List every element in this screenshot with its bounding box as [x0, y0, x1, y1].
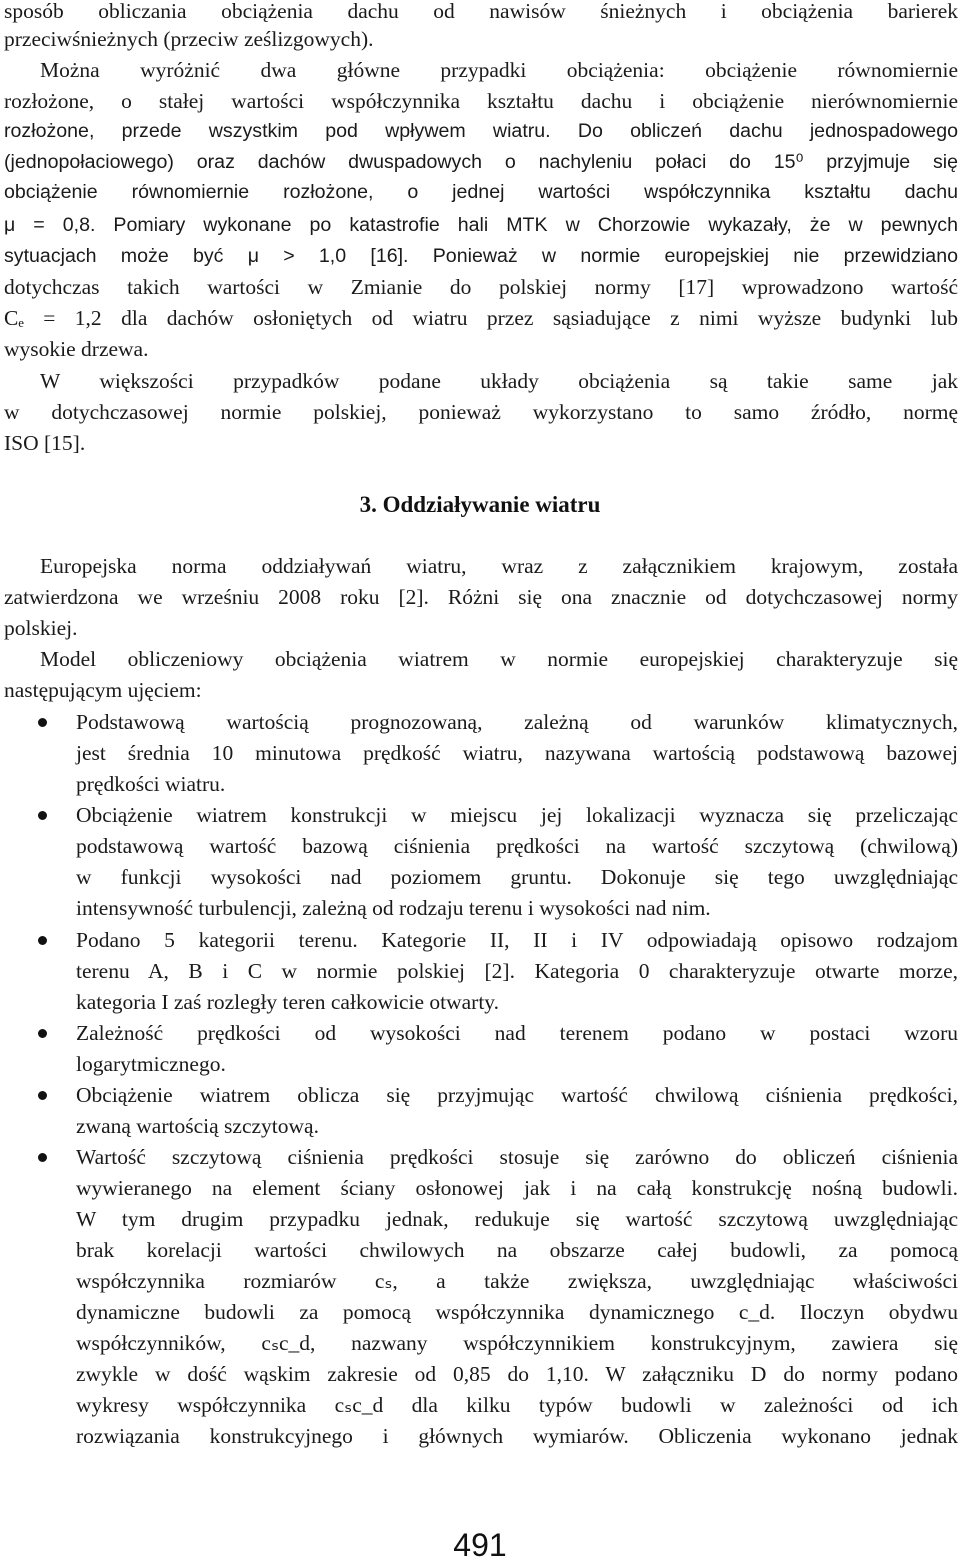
text-line: obciążenie równomiernie rozłożone, o jednej wartości współczynnika kształtu dachu [4, 181, 958, 203]
list-item-line: Podstawową wartością prognozowaną, zależną od warunków klimatycznych, [76, 710, 958, 734]
list-item-line: współczynnika rozmiarów cₛ, a także zwiększa, uwzględniając właściwości [76, 1269, 958, 1293]
text-line: następującym ujęciem: [4, 678, 202, 702]
bullet-icon [38, 1091, 47, 1100]
page-number: 491 [453, 1527, 507, 1563]
text-line: wysokie drzewa. [4, 337, 149, 361]
text-line: sposób obliczania obciążenia dachu od nawisów śnieżnych i obciążenia barierek [4, 0, 958, 23]
list-item-line: terenu A, B i C w normie polskiej [2]. Kategoria 0 charakteryzuje otwarte morze, [76, 959, 958, 983]
list-item-line: jest średnia 10 minutowa prędkość wiatru, nazywana wartością podstawową bazowej [76, 741, 958, 765]
text-line: W większości przypadków podane układy obciążenia są takie same jak [40, 369, 958, 393]
bullet-icon [38, 1029, 47, 1038]
text-line: Można wyróżnić dwa główne przypadki obciążenia: obciążenie równomiernie [40, 58, 958, 82]
text-line: (jednopołaciowego) oraz dachów dwuspadowych o nachyleniu połaci do 15⁰ przyjmuje się [4, 151, 958, 173]
list-item-line: zwaną wartością szczytową. [76, 1114, 319, 1138]
text-line: Model obliczeniowy obciążenia wiatrem w normie europejskiej charakteryzuje się [40, 647, 958, 671]
bullet-icon [38, 1153, 47, 1162]
list-item-line: Zależność prędkości od wysokości nad terenem podano w postaci wzoru [76, 1021, 958, 1045]
text-line: w dotychczasowej normie polskiej, ponieważ wykorzystano to samo źródło, normę [4, 400, 958, 424]
list-item-line: intensywność turbulencji, zależną od rodzaju terenu i wysokości nad nim. [76, 896, 711, 920]
text-line: rozłożone, przede wszystkim pod wpływem wiatru. Do obliczeń dachu jednospadowego [4, 120, 958, 142]
list-item-line: Obciążenie wiatrem oblicza się przyjmując wartość chwilową ciśnienia prędkości, [76, 1083, 958, 1107]
list-item-line: współczynników, cₛc_d, nazwany współczynnikiem konstrukcyjnym, zawiera się [76, 1331, 958, 1355]
list-item-line: wywieranego na element ściany osłonowej jak i na całą konstrukcję nośną budowli. [76, 1176, 958, 1200]
text-line: polskiej. [4, 616, 78, 640]
list-item-line: dynamiczne budowli za pomocą współczynnika dynamicznego c_d. Iloczyn obydwu [76, 1300, 958, 1324]
list-item-line: W tym drugim przypadku jednak, redukuje się wartość szczytową uwzględniając [76, 1207, 958, 1231]
list-item-line: kategoria I zaś rozległy teren całkowicie otwarty. [76, 990, 500, 1014]
text-line: rozłożone, o stałej wartości współczynnika kształtu dachu i obciążenie nierównomiernie [4, 89, 958, 113]
section-heading: 3. Oddziaływanie wiatru [359, 492, 601, 517]
list-item-line: Wartość szczytową ciśnienia prędkości stosuje się zarówno do obliczeń ciśnienia [76, 1145, 958, 1169]
list-item-line: brak korelacji wartości chwilowych na obszarze całej budowli, za pomocą [76, 1238, 958, 1262]
list-item-line: zwykle w dość wąskim zakresie od 0,85 do 1,10. W załączniku D do normy podano [76, 1362, 958, 1386]
text-line: ISO [15]. [4, 431, 86, 455]
text-line: Cₑ = 1,2 dla dachów osłoniętych od wiatru przez sąsiadujące z nimi wyższe budynki lub [4, 306, 958, 330]
list-item-line: Podano 5 kategorii terenu. Kategorie II, II i IV odpowiadają opisowo rodzajom [76, 928, 958, 952]
list-item-line: wykresy współczynnika cₛc_d dla kilku typów budowli w zależności od ich [76, 1393, 958, 1417]
text-line: przeciwśnieżnych (przeciw ześlizgowych). [4, 27, 374, 51]
bullet-icon [38, 718, 47, 727]
list-item-line: logarytmicznego. [76, 1052, 226, 1076]
bullet-icon [38, 811, 47, 820]
text-line: μ = 0,8. Pomiary wykonane po katastrofie hali MTK w Chorzowie wykazały, że w pewnych [4, 214, 958, 236]
list-item-line: podstawową wartość bazową ciśnienia prędkości na wartość szczytową (chwilową) [76, 834, 958, 858]
text-line: dotychczas takich wartości w Zmianie do polskiej normy [17] wprowadzono wartość [4, 275, 958, 299]
text-line: Europejska norma oddziaływań wiatru, wraz z załącznikiem krajowym, została [40, 554, 958, 578]
list-item-line: w funkcji wysokości nad poziomem gruntu. Dokonuje się tego uwzględniając [76, 865, 958, 889]
text-line: sytuacjach może być μ > 1,0 [16]. Ponieważ w normie europejskiej nie przewidziano [4, 245, 958, 267]
list-item-line: rozwiązania konstrukcyjnego i głównych wymiarów. Obliczenia wykonano jednak [76, 1424, 958, 1448]
bullet-icon [38, 936, 47, 945]
list-item-line: Obciążenie wiatrem konstrukcji w miejscu jej lokalizacji wyznacza się przeliczając [76, 803, 958, 827]
text-line: zatwierdzona we wrześniu 2008 roku [2]. Różni się ona znacznie od dotychczasowej normy [4, 585, 958, 609]
list-item-line: prędkości wiatru. [76, 772, 226, 796]
